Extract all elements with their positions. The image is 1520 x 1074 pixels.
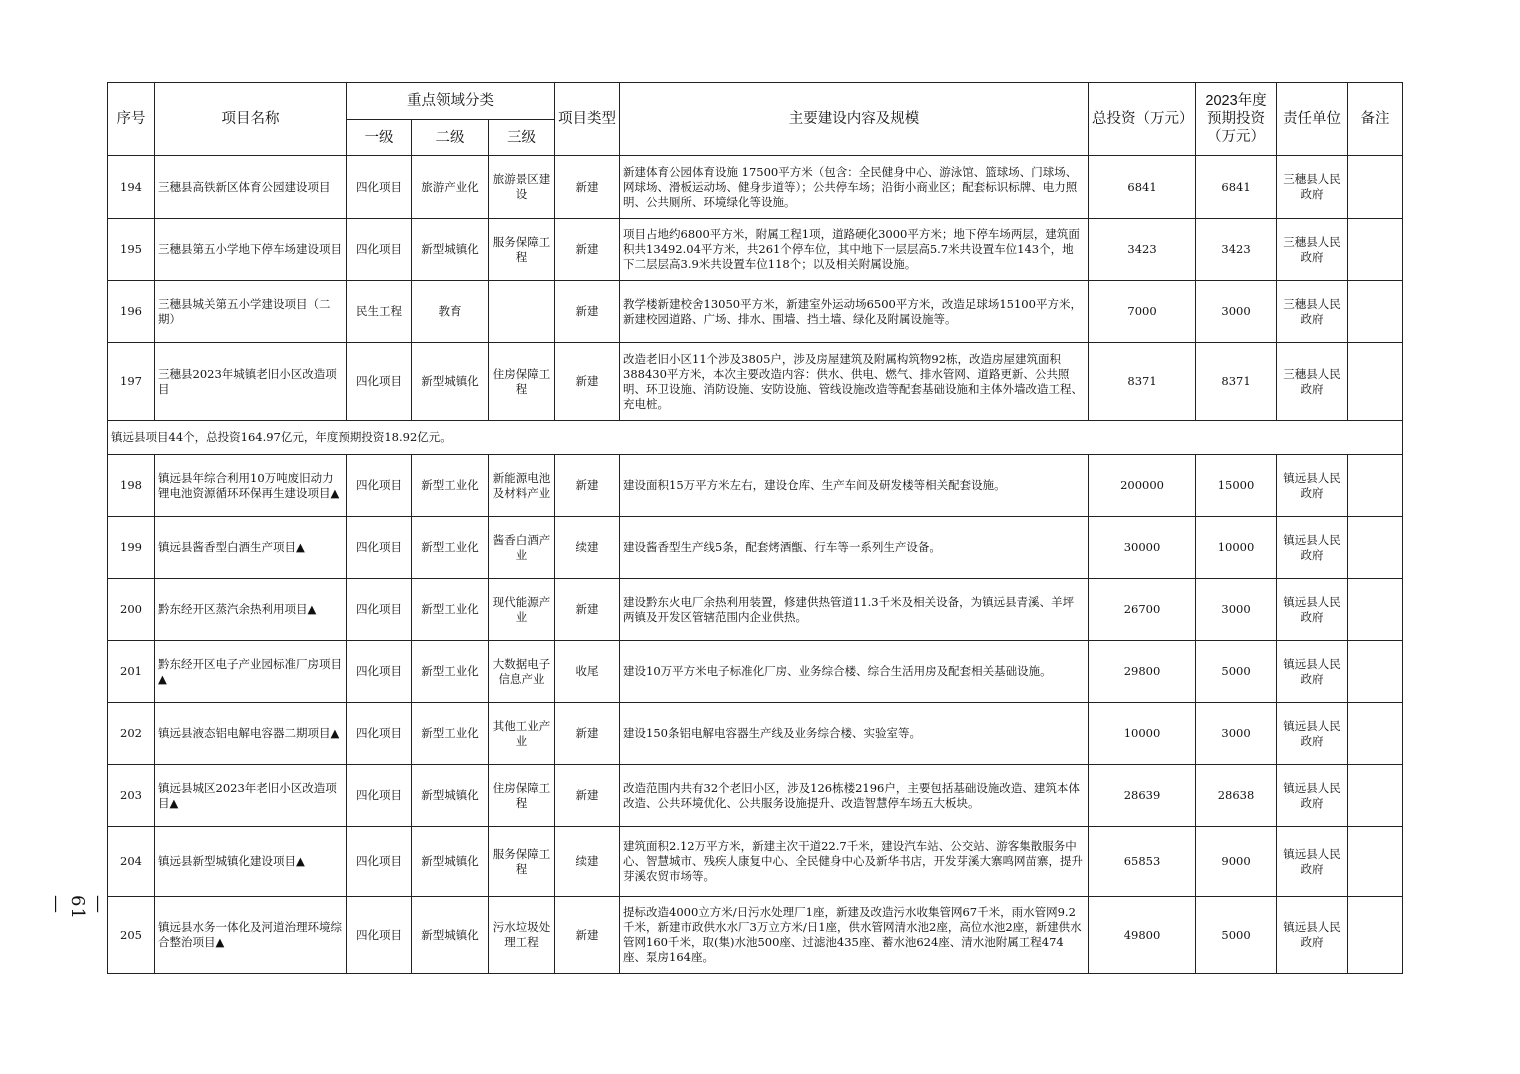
cell-total: 26700 [1089,579,1196,641]
cell-level2: 教育 [412,281,489,343]
cell-seq: 202 [108,703,155,765]
cell-level2: 新型城镇化 [412,765,489,827]
cell-content: 建设150条铝电解电容器生产线及业务综合楼、实验室等。 [620,703,1089,765]
cell-seq: 204 [108,827,155,897]
cell-total: 28639 [1089,765,1196,827]
cell-seq: 197 [108,343,155,421]
cell-level2: 新型工业化 [412,703,489,765]
table-row [108,765,1403,827]
cell-seq: 195 [108,219,155,281]
cell-content: 提标改造4000立方米/日污水处理厂1座，新建及改造污水收集管网67千米，雨水管网9.2千米，新建市政供水水厂3万立方米/日1座，供水管网清水池2座，高位水池2座，新建供水管网160千米，取(集)水池500座、过滤池435座、蓄水池624座、清水池附属工程474座、泵房164座。 [620,897,1089,974]
cell-unit: 镇远县人民政府 [1277,517,1348,579]
cell-unit: 三穗县人民政府 [1277,343,1348,421]
cell-level2: 新型工业化 [412,455,489,517]
header-remark: 备注 [1348,83,1403,156]
cell-type: 新建 [555,219,620,281]
cell-type: 新建 [555,156,620,219]
cell-name: 三穗县城关第五小学建设项目（二期） [155,281,347,343]
cell-level3: 住房保障工程 [489,343,555,421]
cell-level3: 新能源电池及材料产业 [489,455,555,517]
cell-name: 镇远县酱香型白酒生产项目▲ [155,517,347,579]
cell-total: 30000 [1089,517,1196,579]
table-body-zhenyuan [108,455,1403,974]
cell-name: 黔东经开区蒸汽余热利用项目▲ [155,579,347,641]
cell-content: 建设黔东火电厂余热利用装置，修建供热管道11.3千米及相关设备，为镇远县青溪、羊坪两镇及开发区管辖范围内企业供热。 [620,579,1089,641]
cell-annual: 5000 [1196,641,1277,703]
section-row-group [108,421,1403,455]
cell-content: 建设10万平方米电子标准化厂房、业务综合楼、综合生活用房及配套相关基础设施。 [620,641,1089,703]
cell-level3: 服务保障工程 [489,219,555,281]
cell-level3: 旅游景区建设 [489,156,555,219]
cell-remark [1348,343,1403,421]
cell-level1: 四化项目 [347,641,412,703]
cell-type: 新建 [555,579,620,641]
header-annual: 2023年度预期投资（万元） [1196,83,1277,156]
cell-total: 49800 [1089,897,1196,974]
cell-annual: 15000 [1196,455,1277,517]
cell-name: 三穗县第五小学地下停车场建设项目 [155,219,347,281]
cell-seq: 201 [108,641,155,703]
cell-type: 续建 [555,517,620,579]
cell-annual: 8371 [1196,343,1277,421]
cell-level2: 新型工业化 [412,517,489,579]
header-level3: 三级 [489,120,555,156]
project-table [107,82,1403,974]
cell-seq: 196 [108,281,155,343]
table-row [108,219,1403,281]
cell-name: 镇远县城区2023年老旧小区改造项目▲ [155,765,347,827]
cell-name: 镇远县年综合利用10万吨废旧动力锂电池资源循环环保再生建设项目▲ [155,455,347,517]
cell-content: 改造范围内共有32个老旧小区，涉及126栋楼2196户，主要包括基础设施改造、建筑本体改造、公共环境优化、公共服务设施提升、改造智慧停车场五大板块。 [620,765,1089,827]
cell-remark [1348,765,1403,827]
cell-unit: 三穗县人民政府 [1277,281,1348,343]
cell-level3: 大数据电子信息产业 [489,641,555,703]
cell-remark [1348,281,1403,343]
header-content: 主要建设内容及规模 [620,83,1089,156]
cell-unit: 镇远县人民政府 [1277,897,1348,974]
table-row [108,641,1403,703]
cell-remark [1348,641,1403,703]
cell-remark [1348,455,1403,517]
cell-name: 镇远县水务一体化及河道治理环境综合整治项目▲ [155,897,347,974]
cell-level1: 四化项目 [347,343,412,421]
cell-level3: 酱香白酒产业 [489,517,555,579]
cell-type: 新建 [555,281,620,343]
table-row [108,455,1403,517]
cell-annual: 10000 [1196,517,1277,579]
cell-level1: 四化项目 [347,703,412,765]
cell-unit: 三穗县人民政府 [1277,219,1348,281]
cell-type: 新建 [555,455,620,517]
cell-level2: 新型工业化 [412,641,489,703]
cell-level1: 四化项目 [347,455,412,517]
cell-remark [1348,517,1403,579]
header-level2: 二级 [412,120,489,156]
cell-seq: 200 [108,579,155,641]
cell-annual: 9000 [1196,827,1277,897]
cell-name: 三穗县高铁新区体育公园建设项目 [155,156,347,219]
table-row [108,579,1403,641]
cell-type: 收尾 [555,641,620,703]
cell-annual: 5000 [1196,897,1277,974]
cell-level2: 旅游产业化 [412,156,489,219]
cell-seq: 194 [108,156,155,219]
cell-unit: 镇远县人民政府 [1277,765,1348,827]
table-body-sanhui [108,156,1403,421]
cell-unit: 三穗县人民政府 [1277,156,1348,219]
cell-type: 新建 [555,343,620,421]
table-row [108,517,1403,579]
cell-level1: 四化项目 [347,897,412,974]
cell-level3: 住房保障工程 [489,765,555,827]
cell-unit: 镇远县人民政府 [1277,455,1348,517]
cell-content: 改造老旧小区11个涉及3805户，涉及房屋建筑及附属构筑物92栋，改造房屋建筑面积388430平方米，本次主要改造内容：供水、供电、燃气、排水管网、道路更新、公共照明、环卫设施、消防设施、安防设施、管线设施改造等配套基础设施和主体外墙改造工程、充电桩。 [620,343,1089,421]
table-row [108,703,1403,765]
header-total: 总投资（万元） [1089,83,1196,156]
cell-level3: 现代能源产业 [489,579,555,641]
cell-remark [1348,703,1403,765]
cell-level1: 四化项目 [347,517,412,579]
cell-level3: 服务保障工程 [489,827,555,897]
cell-seq: 199 [108,517,155,579]
cell-content: 教学楼新建校舍13050平方米，新建室外运动场6500平方米，改造足球场15100平方米，新建校园道路、广场、排水、围墙、挡土墙、绿化及附属设施等。 [620,281,1089,343]
cell-remark [1348,827,1403,897]
cell-content: 新建体育公园体育设施 17500平方米（包含：全民健身中心、游泳馆、篮球场、门球场、网球场、滑板运动场、健身步道等）；公共停车场；沿街小商业区；配套标识标牌、电力照明、公共厕所、环境绿化等设施。 [620,156,1089,219]
cell-remark [1348,579,1403,641]
cell-level2: 新型城镇化 [412,219,489,281]
cell-name: 三穗县2023年城镇老旧小区改造项目 [155,343,347,421]
header-level1: 一级 [347,120,412,156]
cell-level3: 其他工业产业 [489,703,555,765]
cell-name: 镇远县新型城镇化建设项目▲ [155,827,347,897]
cell-total: 200000 [1089,455,1196,517]
cell-level3: 污水垃圾处理工程 [489,897,555,974]
cell-type: 新建 [555,765,620,827]
cell-type: 新建 [555,897,620,974]
cell-level1: 四化项目 [347,219,412,281]
cell-type: 新建 [555,703,620,765]
cell-total: 65853 [1089,827,1196,897]
cell-annual: 3000 [1196,281,1277,343]
cell-seq: 205 [108,897,155,974]
table-row [108,156,1403,219]
cell-unit: 镇远县人民政府 [1277,703,1348,765]
cell-level1: 四化项目 [347,765,412,827]
cell-unit: 镇远县人民政府 [1277,641,1348,703]
cell-content: 建筑面积2.12万平方米，新建主次干道22.7千米，建设汽车站、公交站、游客集散服务中心、智慧城市、残疾人康复中心、全民健身中心及新华书店，开发芽溪大寨鸣网苗寨，提升芽溪农贸市场等。 [620,827,1089,897]
cell-remark [1348,156,1403,219]
section-summary: 镇远县项目44个，总投资164.97亿元，年度预期投资18.92亿元。 [108,421,1403,455]
cell-level2: 新型工业化 [412,579,489,641]
cell-seq: 198 [108,455,155,517]
cell-level1: 四化项目 [347,579,412,641]
cell-annual: 3000 [1196,579,1277,641]
header-unit: 责任单位 [1277,83,1348,156]
cell-total: 8371 [1089,343,1196,421]
cell-unit: 镇远县人民政府 [1277,579,1348,641]
cell-annual: 3423 [1196,219,1277,281]
cell-total: 29800 [1089,641,1196,703]
cell-annual: 28638 [1196,765,1277,827]
cell-level2: 新型城镇化 [412,827,489,897]
cell-seq: 203 [108,765,155,827]
cell-unit: 镇远县人民政府 [1277,827,1348,897]
cell-content: 建设酱香型生产线5条，配套烤酒甑、行车等一系列生产设备。 [620,517,1089,579]
cell-remark [1348,219,1403,281]
cell-content: 建设面积15万平方米左右，建设仓库、生产车间及研发楼等相关配套设施。 [620,455,1089,517]
page-number: —61— [46,895,110,920]
cell-level1: 民生工程 [347,281,412,343]
table-row [108,281,1403,343]
cell-remark [1348,897,1403,974]
cell-annual: 6841 [1196,156,1277,219]
cell-type: 续建 [555,827,620,897]
table-row [108,897,1403,974]
cell-name: 镇远县液态铝电解电容器二期项目▲ [155,703,347,765]
header-domain: 重点领域分类 [347,83,555,120]
header-seq: 序号 [108,83,155,156]
cell-level2: 新型城镇化 [412,897,489,974]
cell-annual: 3000 [1196,703,1277,765]
cell-total: 7000 [1089,281,1196,343]
cell-level2: 新型城镇化 [412,343,489,421]
cell-total: 3423 [1089,219,1196,281]
cell-level3 [489,281,555,343]
cell-total: 10000 [1089,703,1196,765]
cell-level1: 四化项目 [347,827,412,897]
cell-name: 黔东经开区电子产业园标准厂房项目▲ [155,641,347,703]
cell-level1: 四化项目 [347,156,412,219]
cell-content: 项目占地约6800平方米，附属工程1项，道路硬化3000平方米；地下停车场两层，建筑面积共13492.04平方米，共261个停车位，其中地下一层层高5.7米共设置车位143个，地下二层层高3.9米共设置车位118个；以及相关附属设施。 [620,219,1089,281]
header-name: 项目名称 [155,83,347,156]
table-row [108,827,1403,897]
table-row [108,343,1403,421]
header-type: 项目类型 [555,83,620,156]
cell-total: 6841 [1089,156,1196,219]
